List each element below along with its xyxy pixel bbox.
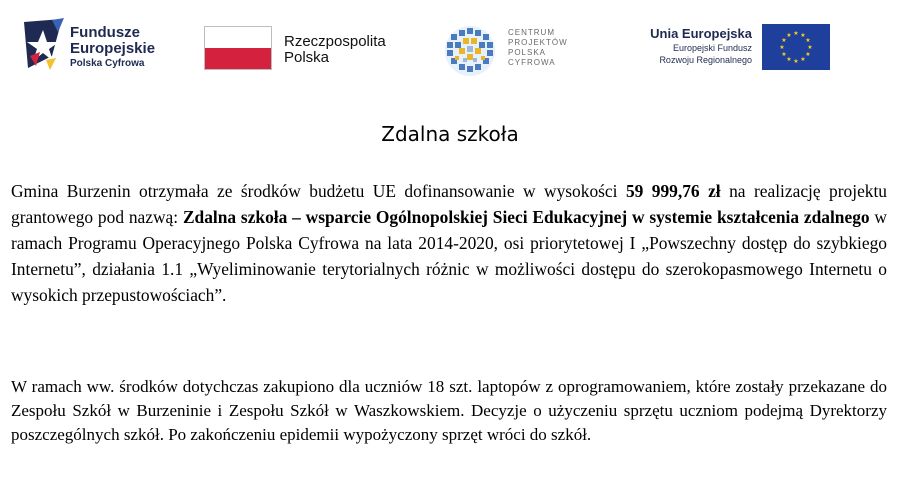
- svg-text:★: ★: [786, 32, 792, 39]
- rzeczpospolita-text: [284, 34, 386, 66]
- centrum-line1: CENTRUM: [508, 28, 555, 37]
- paragraph1-text-2: na realizację projektu grantowego pod nazwą:: [11, 181, 888, 227]
- rzeczpospolita-line2: Polska: [284, 49, 330, 66]
- unia-europejska-logo: [620, 24, 830, 74]
- unia-line1: Unia Europejska: [650, 26, 752, 41]
- svg-text:★: ★: [800, 32, 806, 39]
- fundusze-europejskie-logo: [22, 16, 192, 76]
- page-title: Zdalna szkoła: [381, 122, 519, 146]
- eu-stars-icon: [762, 24, 830, 70]
- svg-text:★: ★: [807, 44, 813, 51]
- svg-text:★: ★: [800, 56, 806, 63]
- paragraph-funding: [11, 178, 887, 308]
- fundusze-line1: Fundusze: [70, 24, 140, 41]
- rzeczpospolita-line1: Rzeczpospolita: [284, 33, 386, 50]
- unia-line3: Rozwoju Regionalnego: [659, 55, 752, 65]
- fundusze-text: [70, 25, 155, 71]
- fundusze-line2: Europejskie: [70, 40, 156, 57]
- paragraph1-text-1: Gmina Burzenin otrzymała ze środków budżetu UE dofinansowanie w wysokości: [11, 181, 626, 201]
- centrum-text: [508, 28, 568, 68]
- centrum-line2: PROJEKTÓW: [508, 38, 568, 47]
- svg-text:★: ★: [786, 56, 792, 63]
- logo-strip: [0, 0, 900, 100]
- polish-flag-icon: [204, 26, 272, 70]
- fundusze-line3: Polska Cyfrowa: [70, 58, 145, 69]
- svg-text:★: ★: [793, 30, 799, 37]
- paragraph1-text-3: w ramach Programu Operacyjnego Polska Cyfrowa na lata 2014-2020, osi priorytetowej I „Powszechny dostęp do szybkiego Internetu”, działania 1.1 „Wyeliminowanie terytorialnych różnic w możliwości dostępu do szerokopasmowego Internetu o wysokich przepustowościach”.: [11, 207, 887, 305]
- rzeczpospolita-polska-logo: [204, 26, 404, 76]
- fundusze-star-icon: [22, 16, 68, 72]
- svg-text:★: ★: [781, 51, 787, 58]
- eu-flag-icon: [762, 24, 830, 70]
- svg-text:★: ★: [779, 44, 785, 51]
- svg-text:★: ★: [805, 37, 811, 44]
- centrum-line3: POLSKA: [508, 48, 547, 57]
- svg-text:★: ★: [805, 51, 811, 58]
- svg-text:★: ★: [781, 37, 787, 44]
- unia-line2: Europejski Fundusz: [672, 43, 752, 53]
- svg-text:★: ★: [793, 58, 799, 65]
- centrum-projektow-logo: [442, 24, 592, 78]
- funding-amount: 59 999,76 zł: [625, 181, 721, 201]
- unia-text: [650, 26, 752, 66]
- paragraph-laptops: W ramach ww. środków dotychczas zakupiono dla uczniów 18 szt. laptopów z oprogramowaniem, które zostały przekazane do Zespołu Szkół w Burzeninie i Zespołu Szkół w Waszkowskiem. Decyzje o użyczeniu sprzętu uczniom podejmą Dyrektorzy poszczególnych szkół. Po zakończeniu epidemii wypożyczony sprzęt wróci do szkół.: [11, 377, 887, 444]
- centrum-pattern-icon: [442, 24, 498, 78]
- centrum-line4: CYFROWA: [508, 58, 556, 67]
- project-name: Zdalna szkoła – wsparcie Ogólnopolskiej Sieci Edukacyjnej w systemie kształcenia zdalnego: [182, 207, 870, 227]
